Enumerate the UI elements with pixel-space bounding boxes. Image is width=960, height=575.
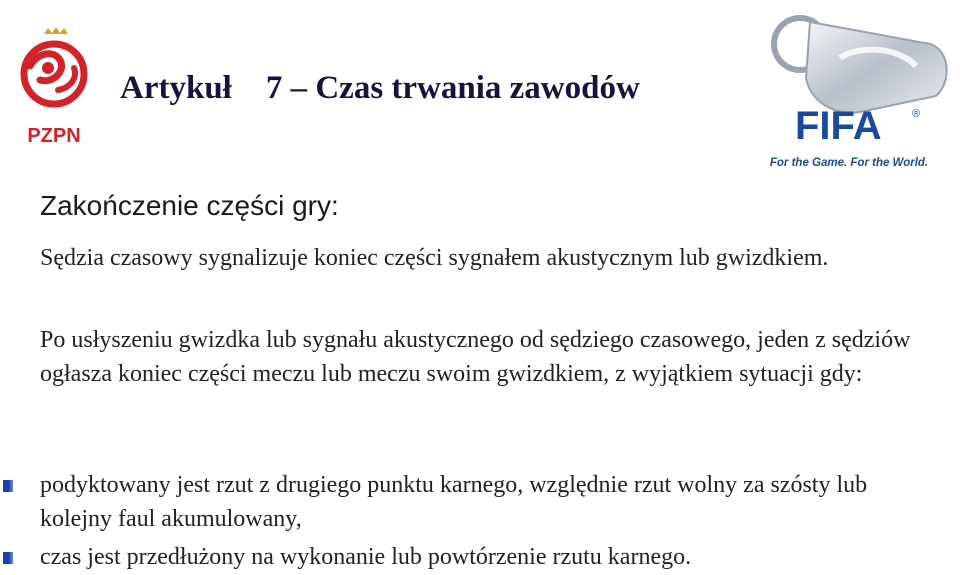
pzpn-logo [14, 26, 94, 150]
fifa-logo-text: FIFA [795, 104, 882, 148]
fifa-logo [740, 4, 958, 174]
paragraph-1: Sędzia czasowy sygnalizuje koniec części sygnałem akustycznym lub gwizdkiem. [40, 245, 829, 271]
section-heading: Zakończenie części gry: [40, 190, 339, 221]
list-item-text: czas jest przedłużony na wykonanie lub powtórzenie rzutu karnego. [40, 544, 692, 570]
title-label: Artykuł [120, 70, 232, 106]
crown-icon [44, 27, 68, 34]
square-bullet-icon [3, 480, 13, 492]
whistle-icon [774, 18, 947, 113]
registered-mark: ® [912, 108, 921, 120]
page-title [120, 70, 640, 107]
pzpn-logo-text: PZPN [27, 125, 81, 147]
fifa-tagline: For the Game. For the World. [769, 157, 929, 169]
square-bullet-icon [3, 552, 13, 564]
title-number: 7 – Czas trwania zawodów [265, 70, 640, 106]
paragraph-2: Po usłyszeniu gwizdka lub sygnału akustycznego od sędziego czasowego, jeden z sędziów ogłasza koniec części meczu lub meczu swoim gwizdkiem, z wyjątkiem sytuacji gdy: [40, 327, 911, 387]
list-item-text: podyktowany jest rzut z drugiego punktu karnego, względnie rzut wolny za szósty lub kolejny faul akumulowany, [40, 472, 868, 532]
